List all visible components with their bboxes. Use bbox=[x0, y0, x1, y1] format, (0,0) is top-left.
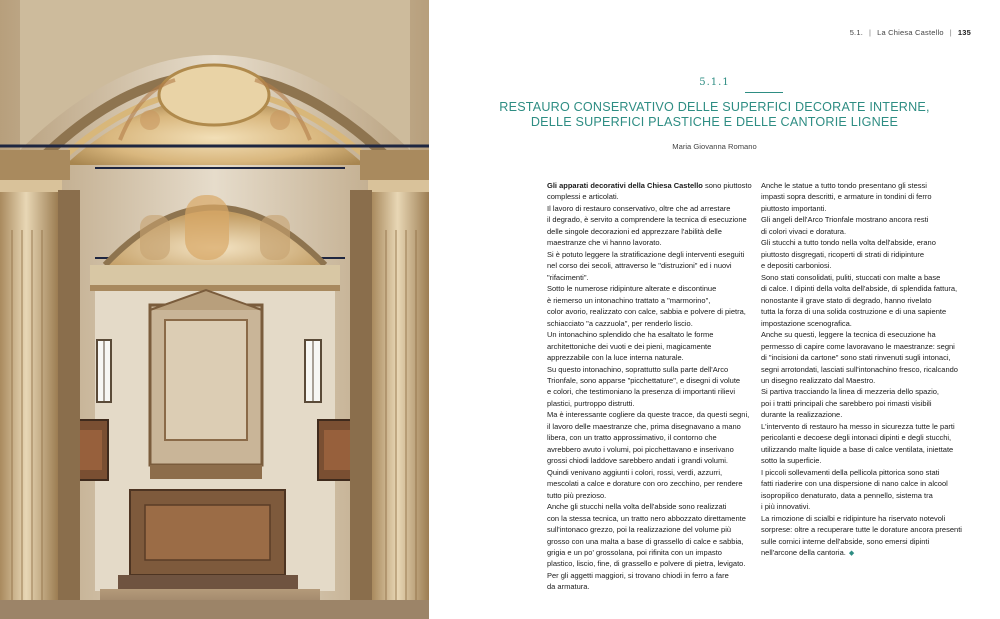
body-line: il degrado, è servito a comprendere la tecnica di esecuzione bbox=[547, 215, 747, 225]
text-page bbox=[429, 0, 1000, 619]
running-head: 5.1. | La Chiesa Castello | 135 bbox=[849, 28, 971, 37]
body-line: plastici, purtroppo distrutti. bbox=[547, 398, 635, 408]
body-line: isopropilico denaturato, data a pennello, sistema tra bbox=[761, 490, 933, 500]
body-line: mescolati a calce e dorature con oro zecchino, per rendere bbox=[547, 479, 743, 489]
body-line: grosso con una malta a base di grassello di calce e sabbia, bbox=[547, 536, 744, 546]
body-line: tutto più prezioso. bbox=[547, 490, 607, 500]
body-line: piuttosto disgregati, ricoperti di strati di ridipinture bbox=[761, 249, 924, 259]
body-line: Anche su questi, leggere la tecnica di esecuzione ha bbox=[761, 330, 936, 340]
body-line: schiacciato "a cazzuola", per renderlo liscio. bbox=[547, 318, 693, 328]
body-line: delle singole decorazioni ed apprezzare l'abilità delle bbox=[547, 226, 722, 236]
body-line: Anche le statue a tutto tondo presentano gli stessi bbox=[761, 181, 927, 190]
body-line: di "incisioni da cartone" sono stati rinvenuti sugli intonaci, bbox=[761, 353, 951, 363]
body-line: Per gli aggetti maggiori, si trovano chiodi in ferro a fare bbox=[547, 570, 729, 580]
end-diamond-icon: ◆ bbox=[848, 550, 855, 557]
body-line: Sono stati consolidati, puliti, stuccati con malte a base bbox=[761, 272, 941, 282]
body-line: color avorio, realizzato con calce, sabbia e polvere di pietra, bbox=[547, 307, 746, 317]
body-line: poi i tratti principali che sarebbero poi rimasti visibili bbox=[761, 398, 932, 408]
body-line: architettoniche dei vuoti e dei pieni, magicamente bbox=[547, 341, 712, 351]
body-line: con la stessa tecnica, un tratto nero abbozzato direttamente bbox=[547, 513, 746, 523]
body-line: Gli stucchi a tutto tondo nella volta dell'abside, erano bbox=[761, 238, 936, 248]
body-line: Un intonachino splendido che ha esaltato le forme bbox=[547, 330, 714, 340]
body-line: e depositi carboniosi. bbox=[761, 261, 832, 271]
body-line: sorprese: oltre a recuperare tutte le dorature ancora presenti bbox=[761, 525, 962, 535]
lead-in: Gli apparati decorativi della Chiesa Castello bbox=[547, 181, 703, 190]
text-column-left bbox=[547, 180, 752, 593]
running-head-chapter: La Chiesa Castello bbox=[877, 28, 944, 37]
body-line: Ma è interessante cogliere da queste tracce, da questi segni, bbox=[547, 410, 750, 420]
body-line: grossi chiodi laddove sarebbero andati i grandi volumi. bbox=[547, 456, 728, 466]
body-line: Trionfale, sono apparse "picchettature", e disegni di volute bbox=[547, 375, 741, 385]
body-line-first bbox=[547, 180, 752, 191]
section-title bbox=[429, 100, 1000, 130]
body-line: nel corso dei secoli, attraverso le "distruzioni" ed i nuovi bbox=[547, 261, 732, 271]
body-line: Quindi venivano aggiunti i colori, rossi, verdi, azzurri, bbox=[547, 467, 723, 477]
body-line: è riemerso un intonachino trattato a "marmorino", bbox=[547, 295, 711, 305]
body-line: e colori, che testimoniano la presenza di importanti rilievi bbox=[547, 387, 736, 397]
body-line: durante la realizzazione. bbox=[761, 410, 843, 420]
body-line: Si partiva tracciando la linea di mezzeria dello spazio, bbox=[761, 387, 940, 397]
body-line: Su questo intonachino, soprattutto sulla parte dell'Arco bbox=[547, 364, 729, 374]
body-line: i più innovativi. bbox=[761, 502, 811, 512]
body-line: apprezzabile con la luce interna naturale. bbox=[547, 353, 684, 363]
body-line: maestranze che vi hanno lavorato. bbox=[547, 238, 662, 248]
body-line: grigia e un po' grossolana, poi rifinita con un impasto bbox=[547, 548, 722, 557]
body-line-text: nell'arcone della cantoria. bbox=[761, 548, 846, 557]
body-line: nonostante il grave stato di degrado, hanno rivelato bbox=[761, 295, 932, 305]
body-line: un disegno realizzato dal Maestro. bbox=[761, 375, 876, 385]
body-line: Anche gli stucchi nella volta dell'abside sono realizzati bbox=[547, 502, 727, 512]
body-line: Il lavoro di restauro conservativo, oltre che ad arrestare bbox=[547, 203, 731, 213]
section-number: 5.1.1 bbox=[699, 77, 730, 88]
body-line: pericolanti e decoese degli intonaci dipinti e degli stucchi, bbox=[761, 433, 952, 443]
lead-rest: sono piuttosto bbox=[702, 181, 752, 190]
body-line: il lavoro delle maestranze che, prima disegnavano a mano bbox=[547, 421, 741, 431]
running-head-section: 5.1. bbox=[849, 28, 863, 37]
body-line: di calce. I dipinti della volta dell'abside, di splendida fattura, bbox=[761, 284, 958, 294]
text-column-right bbox=[761, 180, 973, 559]
body-line: "rifacimenti". bbox=[547, 272, 589, 282]
author-name: Maria Giovanna Romano bbox=[672, 142, 757, 151]
body-line: impostazione scenografica. bbox=[761, 318, 852, 328]
body-line: impasti sopra descritti, e armature in tondini di ferro bbox=[761, 192, 932, 202]
body-line: da armatura. bbox=[547, 582, 590, 592]
title-line: DELLE SUPERFICI PLASTICHE E DELLE CANTORIE LIGNEE bbox=[530, 115, 899, 129]
page-number: 135 bbox=[957, 28, 971, 37]
body-line: segni arrotondati, lasciati sull'intonachino fresco, ricalcando bbox=[761, 364, 958, 374]
body-line: Gli angeli dell'Arco Trionfale mostrano ancora resti bbox=[761, 215, 929, 225]
body-line: La rimozione di scialbi e ridipinture ha riservato notevoli bbox=[761, 513, 946, 523]
body-line: L'intervento di restauro ha messo in sicurezza tutte le parti bbox=[761, 421, 955, 431]
body-line: sotto la superficie. bbox=[761, 456, 822, 466]
body-line: utilizzando malte liquide a base di calce ventilata, iniettate bbox=[761, 444, 954, 454]
body-line: avrebbero avuto i volumi, poi picchettavano e inserivano bbox=[547, 444, 734, 454]
body-line: Si è potuto leggere la stratificazione degli interventi eseguiti bbox=[547, 249, 745, 259]
body-line: sull'intonaco grezzo, poi la realizzazione del volume più bbox=[547, 525, 732, 535]
body-line: I piccoli sollevamenti della pellicola pittorica sono stati bbox=[761, 467, 940, 477]
church-interior-photo bbox=[0, 0, 429, 619]
section-rule bbox=[745, 92, 783, 93]
body-line: permesso di capire come lavoravano le maestranze: segni bbox=[761, 341, 955, 351]
title-line: RESTAURO CONSERVATIVO DELLE SUPERFICI DECORATE INTERNE, bbox=[499, 100, 930, 114]
body-line: fatti riaderire con una dispersione di nano calce in alcool bbox=[761, 479, 948, 489]
body-line: libera, con un tratto approssimativo, il contorno che bbox=[547, 433, 717, 443]
body-line bbox=[761, 547, 973, 559]
body-line: sulle cornici interne dell'abside, sono emersi dipinti bbox=[761, 536, 930, 546]
body-line: piuttosto importanti. bbox=[761, 203, 827, 213]
body-line: complessi e articolati. bbox=[547, 192, 619, 202]
body-line: plastico, liscio, fine, di grassello e polvere di pietra, levigato. bbox=[547, 559, 746, 569]
body-line: Sotto le numerose ridipinture alterate e discontinue bbox=[547, 284, 717, 294]
body-line: tutta la forza di una solida costruzione e di una sapiente bbox=[761, 307, 947, 317]
body-line: di colori vivaci e doratura. bbox=[761, 226, 847, 236]
